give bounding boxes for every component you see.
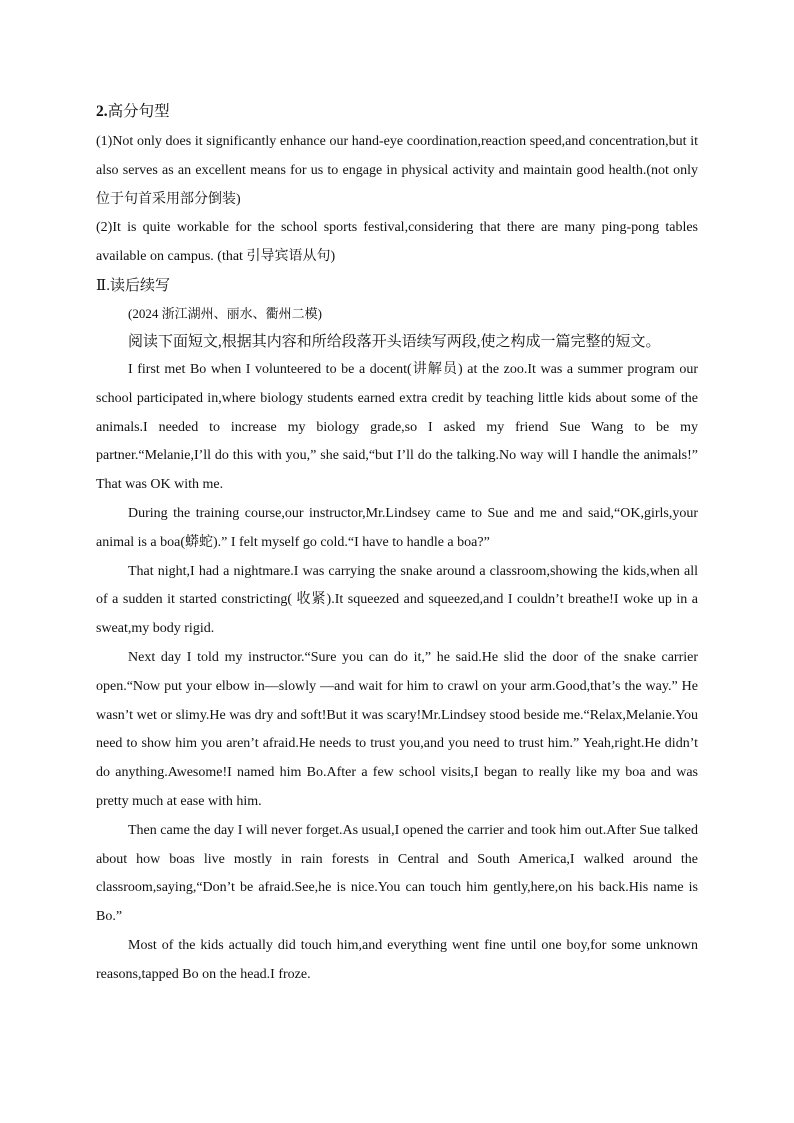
heading-number: 2. [96,103,108,120]
section-heading [96,100,698,124]
story-paragraph: Next day I told my instructor.“Sure you can do it,” he said.He slid the door of the snake carrier open.“Now put your elbow in—slowly —and wait for him to crawl on your arm.Good,that’s the way.” He wasn’t wet or slimy.He was dry and soft!But it was scary!Mr.Lindsey stood beside me.“Relax,Melanie.You need to show him you aren’t afraid.He needs to trust you,and you need to trust him.” Yeah,right.He didn’t do anything.Awesome!I named him Bo.After a few school visits,I began to really like my boa and was pretty much at ease with him. [96,649,698,809]
task-instruction: 阅读下面短文,根据其内容和所给段落开头语续写两段,使之构成一篇完整的短文。 [128,333,661,350]
heading-title: 高分句型 [107,103,170,120]
sentence-2: (2)It is quite workable for the school sports festival,considering that there are many ping-pong tables available on campus. (that 引导宾语从句) [96,220,698,265]
story-paragraph: Most of the kids actually did touch him,and everything went fine until one boy,for some unknown reasons,tapped Bo on the head.I froze. [96,937,698,982]
exam-source: (2024 浙江湖州、丽水、衢州二模) [128,305,322,321]
story-paragraph: During the training course,our instructor,Mr.Lindsey came to Sue and me and said,“OK,girls,your animal is a boa(蟒蛇).” I felt myself go cold.“I have to handle a boa?” [96,505,698,550]
story-paragraph: I first met Bo when I volunteered to be a docent(讲解员) at the zoo.It was a summer program our school participated in,where biology students earned extra credit by teaching little kids about some of the animals.I needed to increase my biology grade,so I asked my friend Sue Wang to be my partner.“Melanie,I’ll do this with you,” she said,“but I’ll do the talking.No way will I handle the animals!” That was OK with me. [96,361,698,493]
sentence-1: (1)Not only does it significantly enhance our hand-eye coordination,reaction speed,and concentration,but it also serves as an excellent means for us to engage in physical activity and maintain good health.(not only 位于句首采用部分倒装) [96,134,698,207]
section-title: Ⅱ.读后续写 [96,277,170,294]
document-page [96,100,698,990]
story-paragraph: Then came the day I will never forget.As usual,I opened the carrier and took him out.After Sue talked about how boas live mostly in rain forests in Central and South America,I walked around the classroom,saying,“Don’t be afraid.See,he is nice.You can touch him gently,here,on his back.His name is Bo.” [96,822,698,925]
story-paragraph: That night,I had a nightmare.I was carrying the snake around a classroom,showing the kids,when all of a sudden it started constricting( 收紧).It squeezed and squeezed,and I couldn’t breathe!I woke up in a sweat,my body rigid. [96,563,698,637]
